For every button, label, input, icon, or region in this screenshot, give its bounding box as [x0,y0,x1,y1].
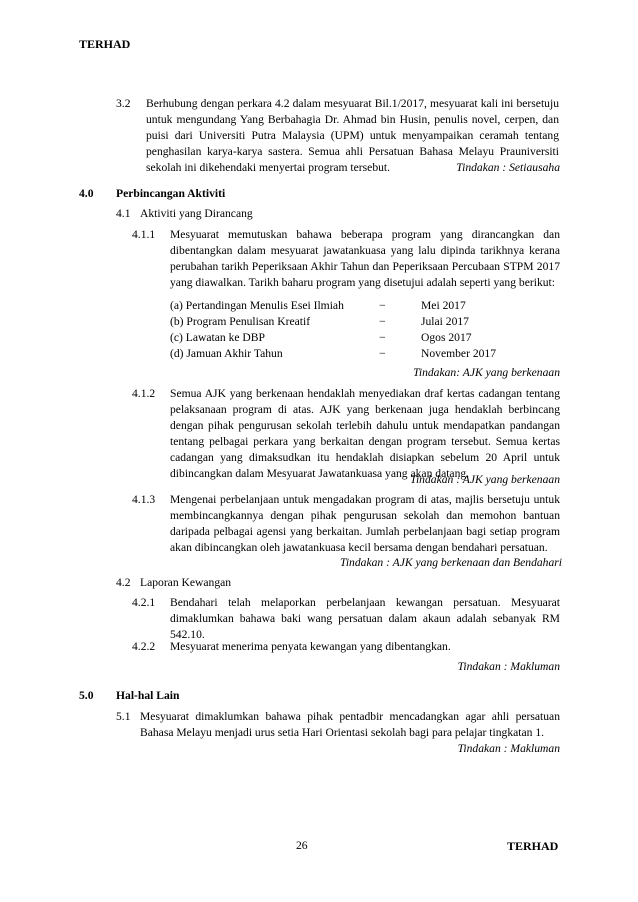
item-text-4-1-3: Mengenai perbelanjaan untuk mengadakan program di atas, majlis bersetuju untuk membincangkannya dengan pihak pengurusan sekolah dan memohon bantuan daripada pelbagai agensi yang berkaitan. Jumlah perbelanjaan bagi setiap program akan dibincangkan oleh jawatankuasa kecil bersama dengan bendahari persatuan. [170,493,560,554]
header-classification: TERHAD [79,37,131,51]
action-4-2-2: Tindakan : Makluman [457,660,560,673]
item-number-4-1-2: 4.1.2 [132,387,156,400]
item-number-5-1: 5.1 [116,710,131,723]
item-number-4-1-1: 4.1.1 [132,228,156,241]
program-label: (c) Lawatan ke DBP [170,331,265,344]
action-3-2: Tindakan : Setiausaha [456,161,560,174]
program-label: (b) Program Penulisan Kreatif [170,315,311,328]
program-date: Mei 2017 [421,299,466,312]
item-text-3-2: Berhubung dengan perkara 4.2 dalam mesyuarat Bil.1/2017, mesyuarat kali ini bersetuju untuk mengundang Yang Berbahagia Dr. Ahmad bin Husin, penulis novel, cerpen, dan puisi dari Universiti Putra Malaysia (UPM) untuk menyampaikan ceramah tentang penghasilan karya-karya sastera. Semua ahli Persatuan Bahasa Melayu Prauniversiti sekolah ini dikehendaki menyertai program tersebut. [146,97,559,174]
program-dash: − [379,315,386,328]
subsection-title-4-2: Laporan Kewangan [140,576,232,589]
section-title-4-0: Perbincangan Aktiviti [116,187,226,200]
action-5-1: Tindakan : Makluman [457,742,560,755]
item-number-4-1-3: 4.1.3 [132,493,156,506]
item-text-4-1-1: Mesyuarat memutuskan bahawa beberapa program yang dirancangkan dan dibentangkan dalam mesyuarat jawatankuasa yang lalu dipinda tarikhnya kerana perubahan tarikh Peperiksaan Akhir Tahun dan Peperiksaan Percubaan STPM 2017 yang diawalkan. Tarikh baharu program yang disetujui adalah seperti yang berikut: [170,228,560,289]
program-date: Ogos 2017 [421,331,472,344]
item-number-4-2-1: 4.2.1 [132,596,156,609]
program-label: (d) Jamuan Akhir Tahun [170,347,283,360]
program-date: November 2017 [421,347,497,360]
program-label: (a) Pertandingan Menulis Esei Ilmiah [170,299,344,312]
item-text-4-1-2: Semua AJK yang berkenaan hendaklah menyediakan draf kertas cadangan tentang pelaksanaan program di atas. AJK yang berkenaan juga hendaklah berbincang dengan pihak pengurusan sekolah terlebih dahulu untuk mendapatkan pandangan tentang pelbagai perkara yang berkaitan dengan program tersebut. Semua kertas cadangan yang dimaksudkan itu hendaklah disiapkan sebelum 20 April untuk dibincangkan dalam Mesyuarat Jawatankuasa yang akan datang. [170,387,560,480]
action-4-1-2: Tindakan : AJK yang berkenaan [410,473,560,486]
program-date: Julai 2017 [421,315,469,328]
item-number-3-2: 3.2 [116,97,131,110]
program-dash: − [379,331,386,344]
item-text-5-1: Mesyuarat dimaklumkan bahawa pihak pentadbir mencadangkan agar ahli persatuan Bahasa Melayu menjadi urus setia Hari Orientasi sekolah bagi para pelajar tingkatan 1. [140,710,560,739]
action-4-1-3: Tindakan : AJK yang berkenaan dan Bendahari [340,556,562,569]
footer-classification: TERHAD [507,839,559,853]
section-number-5-0: 5.0 [79,689,94,702]
item-number-4-2-2: 4.2.2 [132,640,156,653]
program-dash: − [379,347,386,360]
program-dash: − [379,299,386,312]
item-text-4-2-1: Bendahari telah melaporkan perbelanjaan kewangan persatuan. Mesyuarat dimaklumkan bahawa baki wang persatuan dalam akaun adalah sebanyak RM 542.10. [170,596,560,641]
section-title-5-0: Hal-hal Lain [116,689,180,702]
section-number-4-0: 4.0 [79,187,94,200]
subsection-number-4-2: 4.2 [116,576,131,589]
action-4-1-1: Tindakan: AJK yang berkenaan [413,366,560,379]
page-number: 26 [296,839,308,852]
subsection-number-4-1: 4.1 [116,207,131,220]
item-text-4-2-2: Mesyuarat menerima penyata kewangan yang dibentangkan. [170,640,451,653]
subsection-title-4-1: Aktiviti yang Dirancang [140,207,253,220]
